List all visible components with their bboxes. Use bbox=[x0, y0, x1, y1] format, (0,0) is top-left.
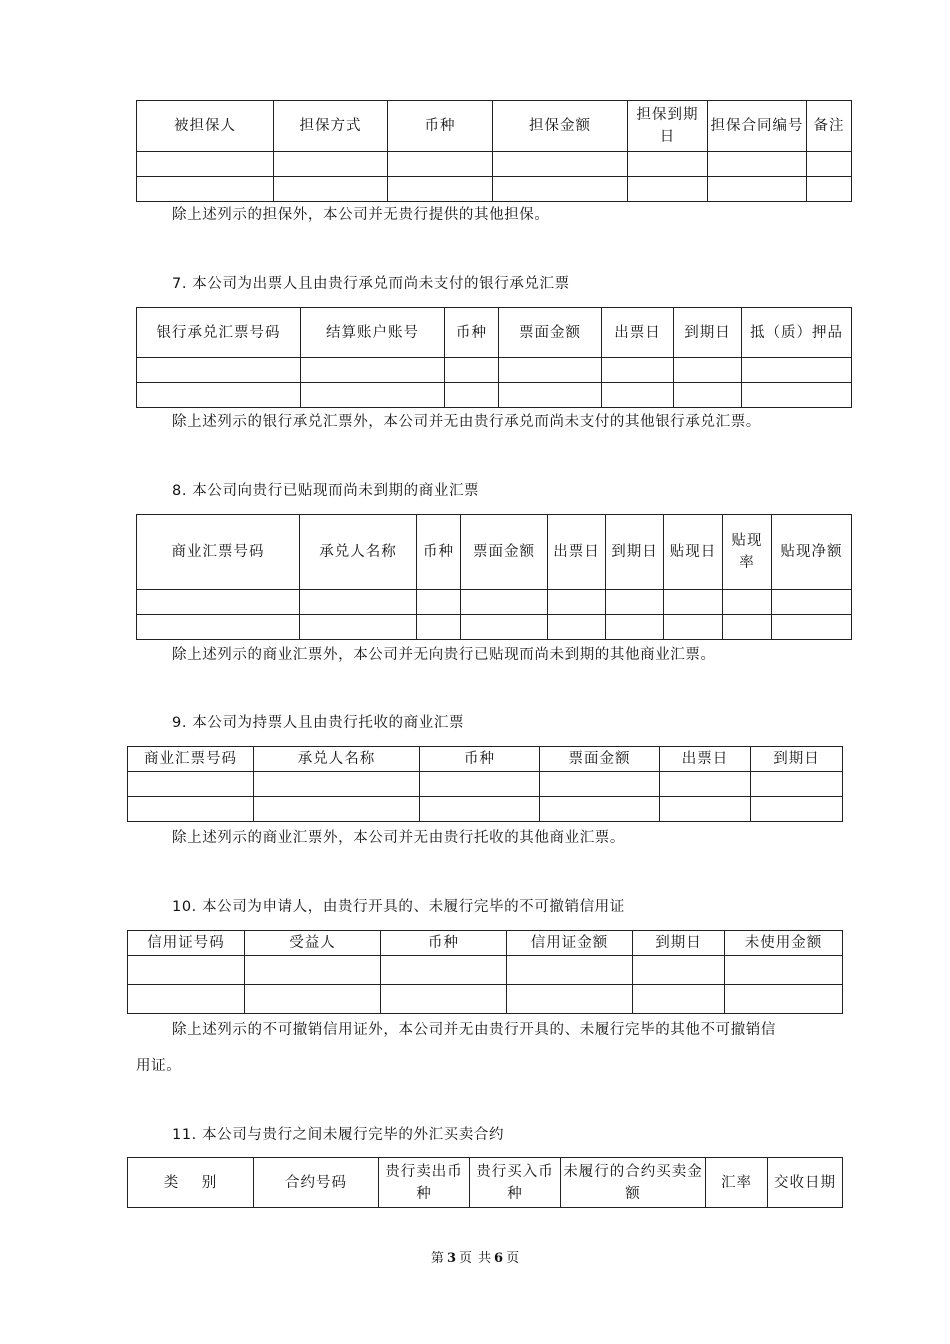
header-cell: 贴现率 bbox=[723, 515, 772, 590]
section7-title: 7. 本公司为出票人且由贵行承兑而尚未支付的银行承兑汇票 bbox=[172, 276, 570, 292]
table-row bbox=[137, 177, 852, 202]
acceptance-bill-table bbox=[136, 307, 851, 408]
discounted-bill-table bbox=[136, 514, 851, 640]
header-cell: 票面金额 bbox=[540, 747, 660, 772]
guarantee-table bbox=[136, 100, 851, 202]
header-cell: 币种 bbox=[381, 931, 507, 956]
header-cell: 到期日 bbox=[633, 931, 725, 956]
table-row bbox=[137, 615, 852, 640]
section7-note: 除上述列示的银行承兑汇票外，本公司并无由贵行承兑而尚未支付的其他银行承兑汇票。 bbox=[172, 414, 761, 430]
section10-title: 10. 本公司为申请人，由贵行开具的、未履行完毕的不可撤销信用证 bbox=[172, 899, 625, 915]
header-cell: 担保金额 bbox=[493, 101, 628, 152]
header-cell: 贵行买入币种 bbox=[470, 1158, 561, 1208]
header-cell: 担保方式 bbox=[274, 101, 388, 152]
header-cell: 商业汇票号码 bbox=[128, 747, 254, 772]
header-cell: 到期日 bbox=[674, 308, 742, 358]
header-cell: 票面金额 bbox=[499, 308, 602, 358]
total-page-number: 6 bbox=[494, 1251, 504, 1266]
table-row bbox=[128, 772, 843, 797]
page-footer bbox=[0, 1247, 950, 1266]
header-cell: 币种 bbox=[388, 101, 493, 152]
header-cell: 类 别 bbox=[128, 1158, 254, 1208]
table-row bbox=[137, 358, 852, 383]
header-cell: 信用证号码 bbox=[128, 931, 245, 956]
header-cell: 币种 bbox=[420, 747, 540, 772]
table-row bbox=[137, 383, 852, 408]
footer-mid2: 共 bbox=[478, 1251, 492, 1266]
collection-bill-table bbox=[127, 746, 842, 822]
table-row bbox=[137, 152, 852, 177]
header-cell: 到期日 bbox=[606, 515, 664, 590]
header-cell: 商业汇票号码 bbox=[137, 515, 300, 590]
section11-title: 11. 本公司与贵行之间未履行完毕的外汇买卖合约 bbox=[172, 1127, 505, 1143]
header-cell: 币种 bbox=[445, 308, 499, 358]
header-cell: 到期日 bbox=[751, 747, 843, 772]
header-cell: 担保合同编号 bbox=[708, 101, 807, 152]
header-cell: 交收日期 bbox=[768, 1158, 843, 1208]
header-cell: 出票日 bbox=[548, 515, 606, 590]
header-cell: 票面金额 bbox=[461, 515, 548, 590]
header-cell: 合约号码 bbox=[254, 1158, 379, 1208]
footer-mid1: 页 bbox=[458, 1251, 472, 1266]
section10-note-line1: 除上述列示的不可撤销信用证外，本公司并无由贵行开具的、未履行完毕的其他不可撤销信 bbox=[172, 1022, 776, 1038]
header-cell: 被担保人 bbox=[137, 101, 274, 152]
header-cell: 出票日 bbox=[602, 308, 674, 358]
header-cell: 出票日 bbox=[660, 747, 751, 772]
section9-note: 除上述列示的商业汇票外，本公司并无由贵行托收的其他商业汇票。 bbox=[172, 830, 625, 846]
header-cell: 担保到期日 bbox=[628, 101, 708, 152]
letter-of-credit-table bbox=[127, 930, 842, 1014]
section9-title: 9. 本公司为持票人且由贵行托收的商业汇票 bbox=[172, 715, 465, 731]
header-cell: 汇率 bbox=[706, 1158, 768, 1208]
footer-prefix: 第 bbox=[430, 1251, 444, 1266]
footer-suffix: 页 bbox=[506, 1251, 520, 1266]
table-row bbox=[128, 985, 843, 1014]
header-cell: 未履行的合约买卖金额 bbox=[561, 1158, 706, 1208]
section6-note: 除上述列示的担保外，本公司并无贵行提供的其他担保。 bbox=[172, 207, 550, 223]
header-cell: 抵（质）押品 bbox=[742, 308, 852, 358]
header-cell: 未使用金额 bbox=[725, 931, 843, 956]
header-cell: 结算账户账号 bbox=[301, 308, 445, 358]
header-cell: 贵行卖出币种 bbox=[379, 1158, 470, 1208]
table-row bbox=[128, 956, 843, 985]
table-row bbox=[128, 797, 843, 822]
header-cell: 备注 bbox=[807, 101, 852, 152]
current-page-number: 3 bbox=[446, 1251, 456, 1266]
section8-note: 除上述列示的商业汇票外，本公司并无向贵行已贴现而尚未到期的其他商业汇票。 bbox=[172, 647, 716, 663]
header-cell: 信用证金额 bbox=[507, 931, 633, 956]
header-cell: 银行承兑汇票号码 bbox=[137, 308, 301, 358]
header-cell: 贴现净额 bbox=[772, 515, 852, 590]
section8-title: 8. 本公司向贵行已贴现而尚未到期的商业汇票 bbox=[172, 483, 480, 499]
section10-note-line2: 用证。 bbox=[136, 1058, 182, 1074]
header-cell: 承兑人名称 bbox=[254, 747, 420, 772]
header-cell: 币种 bbox=[417, 515, 461, 590]
table-row bbox=[137, 590, 852, 615]
header-cell: 承兑人名称 bbox=[300, 515, 417, 590]
header-cell: 贴现日 bbox=[664, 515, 723, 590]
header-cell: 受益人 bbox=[245, 931, 381, 956]
fx-contract-table bbox=[127, 1157, 842, 1208]
